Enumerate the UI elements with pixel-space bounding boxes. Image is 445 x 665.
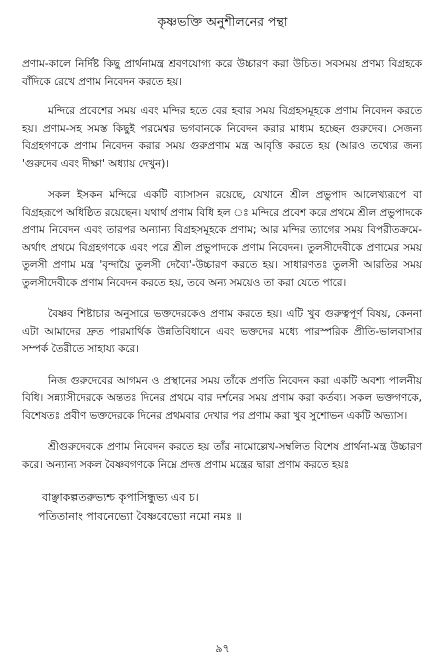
page-number: ৯৭: [215, 642, 230, 655]
paragraph-temple-entry: মন্দিরে প্রবেশের সময় এবং মন্দির হতে বের হবার সময় বিগ্রহসমূহকে প্রণাম নিবেদন করতে হয়। প্রণাম-সহ সমস্ত কিছুই পরমেশ্বর ভগবানকে নিবেদন করার মাধ্যম হচ্ছেন গুরুদেব। সেজন্য বিগ্রহগণকে প্রণাম নিবেদন করার সময় গুরুপ্রণাম মন্ত্র আবৃত্তি করতে হয় (আরও তথ্যের জন্য 'গুরুদেব এবং দীক্ষা' অধ্যায় দেখুন)।: [22, 105, 422, 170]
paragraph-vaishnava-etiquette: বৈষ্ণব শিষ্টাচার অনুসারে ভক্তদেরকেও প্রণাম করতে হয়। এটি খুব গুরুত্বপূর্ণ বিষয়, কেননা এটা আমাদের দ্রুত পারমার্থিক উন্নতিবিধানে এবং ভক্তদের মধ্যে পারস্পরিক প্রীতি-ভালবাসার সম্পর্ক তৈরীতে সাহায্য করে।: [22, 308, 422, 355]
paragraph-vyasasana: সকল ইসকন মন্দিরে একটি ব্যাসাসন রয়েছে, যেখানে শ্রীল প্রভুপাদ আলেখ্যরূপে বা বিগ্রহরূপে অধিষ্ঠিত রয়েছেন। যথার্থ প্রণাম বিধি হল ঃ মন্দিরে প্রবেশ করে প্রথমে শ্রীল প্রভুপাদকে প্রণাম নিবেদন এবং তারপর অন্যান্য বিগ্রহসমূহকে প্রণাম; আর মন্দির ত্যাগের সময় বিপরীতক্রমে-অর্থাৎ প্রথমে বিগ্রহগণকে এবং পরে শ্রীল প্রভুপাদকে প্রণাম নিবেদন। তুলসীদেবীকে প্রণামের সময় তুলসী প্রণাম মন্ত্র 'বৃন্দায়ৈ তুলসী দেব্যৈ'-উচ্চারণ করতে হয়। সাধারণতঃ তুলসী আরতির সময় তুলসীদেবীকে প্রণাম নিবেদন করতে হয়, তবে অন্য সময়েও তা করা যেতে পারে।: [22, 189, 422, 289]
running-title: কৃষ্ণভক্তি অনুশীলনের পন্থা: [157, 14, 288, 29]
page-body: [22, 56, 422, 526]
paragraph-spiritual-master: নিজ গুরুদেবের আগমন ও প্রস্থানের সময় তাঁকে প্রণতি নিবেদন করা একটি অবশ্য পালনীয় বিধি। সন্ন্যাসীদেরকে অন্ততঃ দিনের প্রথমে বার দর্শনের সময় প্রণাম করা কর্তব্য। সকল ভক্তগণকে, বিশেষতঃ প্রবীণ ভক্তদেরকে দিনের প্রথমবার দেখার পর প্রণাম করা খুব সুশোভন একটি অভ্যাস।: [22, 374, 422, 422]
vaishnava-pranam-verse: [38, 488, 422, 526]
paragraph-prostration-rules: প্রণাম-কালে নির্দিষ্ট কিছু প্রার্থনামন্ত্র শ্রবণযোগ্য করে উচ্চারণ করা উচিত। সবসময় প্রণম্য বিগ্রহকে বাঁদিকে রেখে প্রণাম নিবেদন করতে হয়।: [22, 58, 422, 88]
paragraph-pranam-mantra: শ্রীগুরুদেবকে প্রণাম নিবেদন করতে হয় তাঁর নামোল্লেখ-সম্বলিত বিশেষ প্রার্থনা-মন্ত্র উচ্চারণ করে। অন্যান্য সকল বৈষ্ণবগণকে নিম্নে প্রদত্ত প্রণাম মন্ত্রের দ্বারা প্রণাম করতে হয়ঃ: [22, 441, 422, 471]
verse-line-1: বাঞ্ছাকল্পতরুভ্যশ্চ কৃপাসিন্ধুভ্য এব চ।: [42, 491, 199, 504]
verse-line-2: পতিতানাং পাবনেভ্যো বৈষ্ণবেভ্যো নমো নমঃ ॥: [38, 510, 242, 523]
